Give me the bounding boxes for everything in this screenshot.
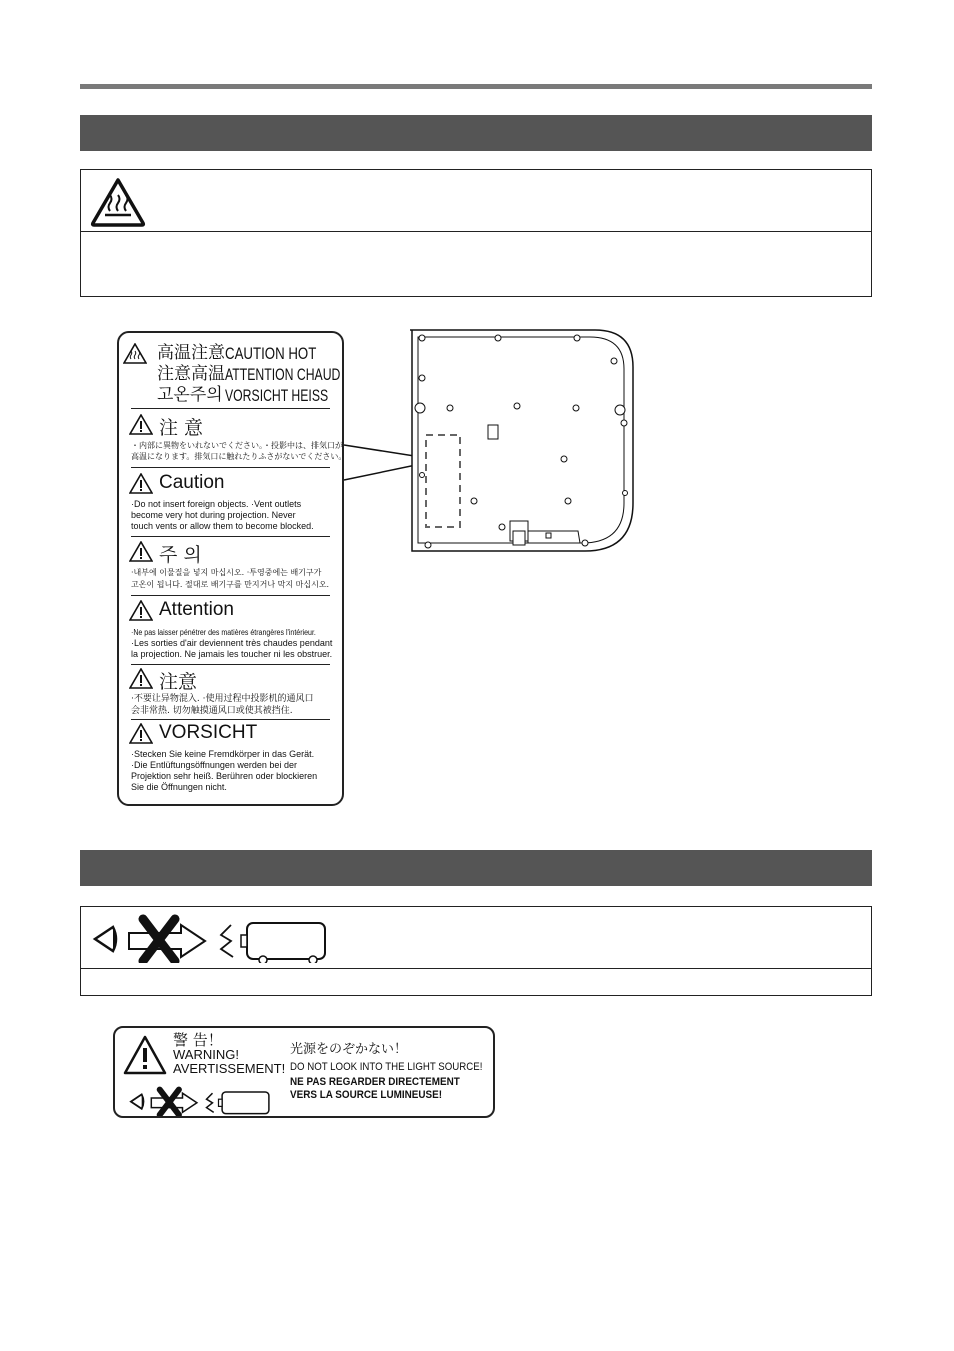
section-line: 会非常热. 切勿触摸通风口或使其被挡住. — [131, 706, 293, 716]
warning-triangle-icon — [129, 723, 153, 749]
top-rule — [80, 84, 872, 89]
warning-triangle-icon — [129, 668, 153, 694]
section-header-bar-light — [80, 850, 872, 886]
section-title-zh: 注意 — [159, 671, 198, 693]
section-line: 高温になります。排気口に触れたりふさがないでください。 — [131, 452, 347, 461]
section-line: Sie die Öffnungen nicht. — [131, 782, 227, 792]
warning-triangle-icon — [123, 1035, 167, 1080]
label-rule — [131, 467, 330, 468]
header-latin-3: VORSICHT HEISS — [225, 386, 329, 405]
header-cjk-2: 注意高温 — [157, 364, 225, 384]
warning-triangle-icon — [129, 473, 153, 499]
section-line: ·Stecken Sie keine Fremdkörper in das Gerät. — [131, 749, 315, 759]
light-jp-line: 光源をのぞかない！ — [290, 1042, 408, 1057]
warning-triangle-icon — [129, 414, 153, 440]
header-latin-1: CAUTION HOT — [225, 344, 317, 363]
label-rule — [131, 595, 330, 596]
light-warning-box — [80, 906, 872, 996]
section-line: ·내부에 이물질을 넣지 마십시오. ·투영중에는 배기구가 — [131, 568, 322, 577]
section-header-bar-hot — [80, 115, 872, 151]
light-line-en: DO NOT LOOK INTO THE LIGHT SOURCE! — [290, 1061, 483, 1073]
section-line: 고온이 됩니다. 절대로 배기구를 만지거나 막지 마십시오. — [131, 580, 330, 589]
label-rule — [131, 536, 330, 537]
section-line: Projektion sehr heiß. Berühren oder blockieren — [131, 771, 318, 781]
label-rule — [131, 664, 330, 665]
section-line: ・内部に異物をいれないでください。・投影中は、排気口が — [131, 441, 343, 450]
section-line: touch vents or allow them to become blocked. — [131, 521, 314, 531]
light-line-fr-2: VERS LA SOURCE LUMINEUSE! — [290, 1089, 443, 1101]
hot-warning-divider — [81, 231, 871, 232]
light-warning-label — [113, 1026, 495, 1118]
warning-triangle-icon — [123, 343, 147, 369]
label-rule — [131, 719, 330, 720]
warning-cjk: 警 告！ — [173, 1031, 223, 1049]
projector-bottom-view — [340, 325, 640, 557]
section-line: ·Do not insert foreign objects. ·Vent outlets — [131, 499, 302, 509]
hot-surface-warning-icon — [89, 176, 147, 233]
section-line: la projection. Ne jamais les toucher ni les obstruer. — [131, 649, 333, 659]
header-cjk-1: 高温注意 — [157, 343, 225, 363]
header-latin-2: ATTENTION CHAUD — [225, 365, 341, 384]
section-line: ·不要让异物混入. ·使用过程中投影机的通风口 — [131, 694, 314, 704]
section-title-de: VORSICHT — [159, 722, 258, 743]
do-not-look-into-light-icon — [123, 1086, 278, 1121]
warning-en: WARNING! — [173, 1047, 239, 1062]
heat-caution-label — [117, 331, 347, 806]
label-rule — [131, 408, 330, 409]
section-line: become very hot during projection. Never — [131, 510, 296, 520]
section-title-ja: 注 意 — [159, 417, 204, 439]
warning-fr: AVERTISSEMENT! — [173, 1061, 286, 1076]
section-line: ·Les sorties d'air deviennent très chaudes pendant — [131, 638, 333, 648]
do-not-look-into-light-icon — [91, 913, 331, 968]
section-line: ·Die Entlüftungsöffnungen werden bei der — [131, 760, 297, 770]
warning-triangle-icon — [129, 600, 153, 626]
section-title-fr: Attention — [159, 599, 234, 620]
light-line-fr-1: NE PAS REGARDER DIRECTEMENT — [290, 1076, 460, 1088]
section-title-ko: 주 의 — [159, 544, 202, 566]
header-cjk-3: 고온주의 — [157, 385, 223, 405]
section-title-en: Caution — [159, 472, 225, 493]
light-warning-divider — [81, 968, 871, 969]
warning-triangle-icon — [129, 541, 153, 567]
section-line: ·Ne pas laisser pénétrer des matières étrangères l'intérieur. — [131, 628, 316, 637]
hot-warning-box — [80, 169, 872, 297]
